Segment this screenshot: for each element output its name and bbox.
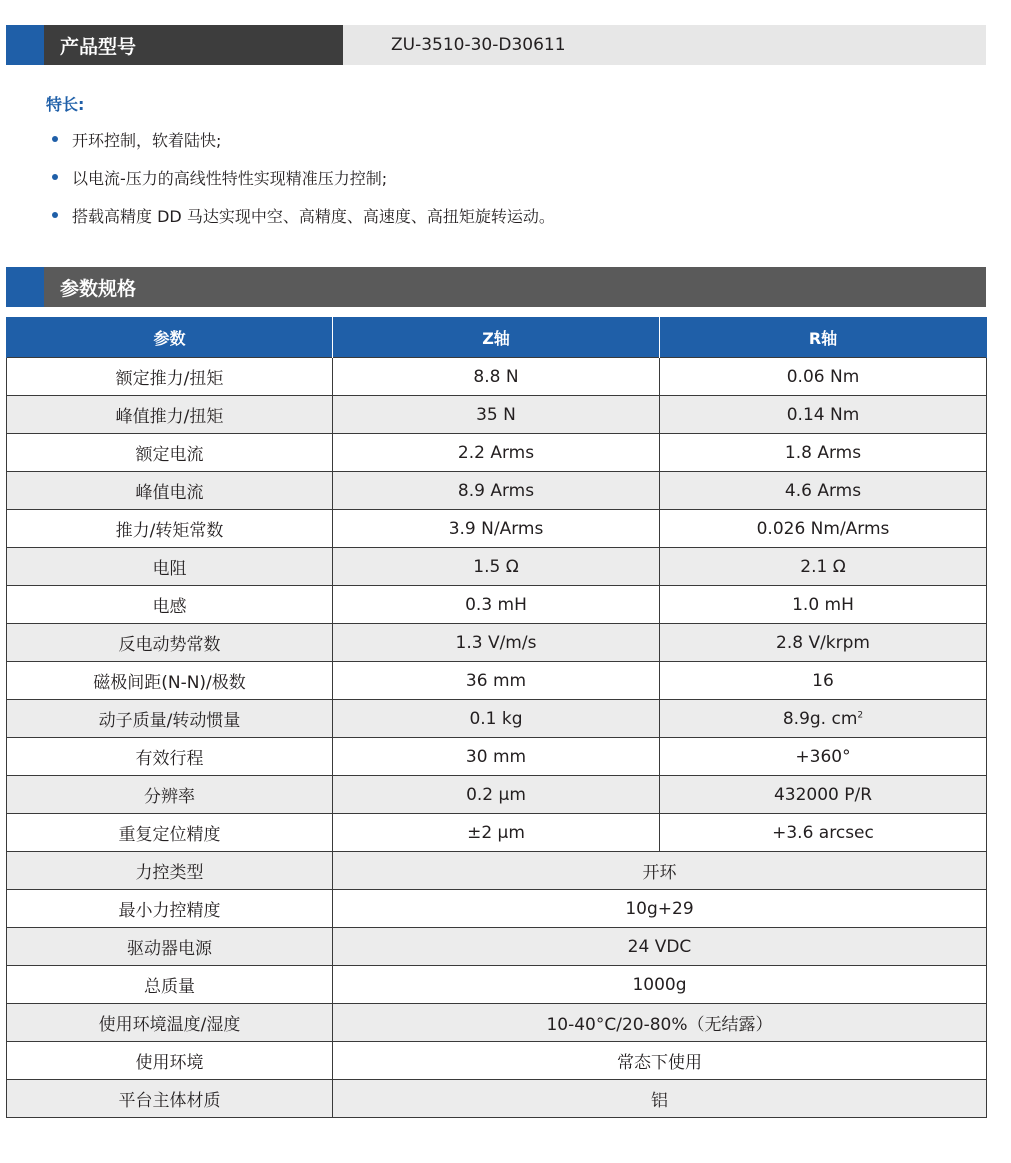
param-cell: 磁极间距(N-N)/极数 [7,662,333,700]
merged-value-cell: 常态下使用 [333,1042,987,1080]
table-row [7,396,987,434]
r-axis-cell: 4.6 Arms [660,472,987,510]
z-axis-cell: 8.8 N [333,358,660,396]
table-row [7,510,987,548]
table-row [7,814,987,852]
header-param: 参数 [7,317,333,358]
z-axis-cell: 35 N [333,396,660,434]
merged-value-cell: 10g+29 [333,890,987,928]
features-title: 特长: [46,95,85,114]
table-row [7,852,987,890]
r-axis-cell: 0.06 Nm [660,358,987,396]
table-header-row [7,317,987,358]
z-axis-cell: 0.1 kg [333,700,660,738]
param-cell: 使用环境温度/湿度 [7,1004,333,1042]
r-axis-cell: 2.1 Ω [660,548,987,586]
table-row [7,586,987,624]
z-axis-cell: 36 mm [333,662,660,700]
table-row [7,966,987,1004]
r-axis-cell: 1.8 Arms [660,434,987,472]
table-row [7,776,987,814]
feature-item: 以电流-压力的高线性特性实现精准压力控制; [48,166,555,204]
z-axis-cell: 0.3 mH [333,586,660,624]
r-axis-cell: +3.6 arcsec [660,814,987,852]
spec-title: 参数规格 [44,267,986,307]
merged-value-cell: 1000g [333,966,987,1004]
r-axis-cell: 0.14 Nm [660,396,987,434]
merged-value-cell: 24 VDC [333,928,987,966]
table-row [7,548,987,586]
param-cell: 最小力控精度 [7,890,333,928]
table-row [7,662,987,700]
param-cell: 电阻 [7,548,333,586]
param-cell: 分辨率 [7,776,333,814]
spec-bar-accent [6,267,44,307]
param-cell: 额定推力/扭矩 [7,358,333,396]
bullet-icon [52,174,58,180]
table-row [7,890,987,928]
table-row [7,738,987,776]
header-z-axis: Z轴 [333,317,660,358]
param-cell: 峰值推力/扭矩 [7,396,333,434]
r-axis-value: 8.9g. cm [782,708,858,729]
table-row [7,1080,987,1118]
table-row [7,472,987,510]
param-cell: 峰值电流 [7,472,333,510]
model-label: 产品型号 [44,25,343,65]
z-axis-cell: 30 mm [333,738,660,776]
param-cell: 动子质量/转动惯量 [7,700,333,738]
merged-value-cell: 铝 [333,1080,987,1118]
spec-table [6,317,987,1118]
bullet-icon [52,212,58,218]
r-axis-cell: 0.026 Nm/Arms [660,510,987,548]
r-axis-cell: 432000 P/R [660,776,987,814]
table-row [7,624,987,662]
model-bar [6,25,986,65]
feature-item: 开环控制，软着陆快; [48,128,555,166]
param-cell: 有效行程 [7,738,333,776]
param-cell: 推力/转矩常数 [7,510,333,548]
merged-value-cell: 开环 [333,852,987,890]
z-axis-cell: 2.2 Arms [333,434,660,472]
feature-item: 搭载高精度 DD 马达实现中空、高精度、高速度、高扭矩旋转运动。 [48,204,555,242]
model-bar-accent [6,25,44,65]
table-row [7,700,987,738]
param-cell: 平台主体材质 [7,1080,333,1118]
features-list [48,128,555,242]
table-row [7,1004,987,1042]
table-row [7,1042,987,1080]
param-cell: 力控类型 [7,852,333,890]
model-value: ZU-3510-30-D30611 [343,25,986,65]
z-axis-cell: 0.2 μm [333,776,660,814]
z-axis-cell: 1.5 Ω [333,548,660,586]
param-cell: 总质量 [7,966,333,1004]
r-axis-cell: 16 [660,662,987,700]
z-axis-cell: 3.9 N/Arms [333,510,660,548]
table-row [7,358,987,396]
bullet-icon [52,136,58,142]
r-axis-cell [660,700,987,738]
param-cell: 重复定位精度 [7,814,333,852]
table-row [7,434,987,472]
z-axis-cell: ±2 μm [333,814,660,852]
merged-value-cell: 10-40°C/20-80%（无结露） [333,1004,987,1042]
table-row [7,928,987,966]
header-r-axis: R轴 [660,317,987,358]
param-cell: 额定电流 [7,434,333,472]
param-cell: 电感 [7,586,333,624]
param-cell: 反电动势常数 [7,624,333,662]
z-axis-cell: 8.9 Arms [333,472,660,510]
r-axis-cell: 2.8 V/krpm [660,624,987,662]
r-axis-superscript: 2 [857,709,864,720]
r-axis-cell: 1.0 mH [660,586,987,624]
param-cell: 驱动器电源 [7,928,333,966]
z-axis-cell: 1.3 V/m/s [333,624,660,662]
r-axis-cell: +360° [660,738,987,776]
spec-bar [6,267,986,307]
param-cell: 使用环境 [7,1042,333,1080]
